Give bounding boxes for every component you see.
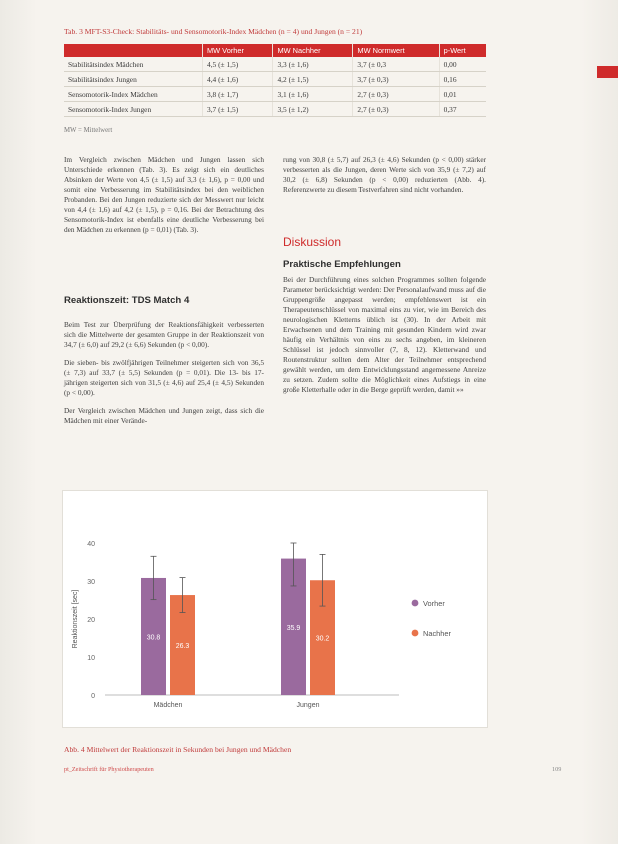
legend-marker [412, 630, 419, 637]
y-axis-label: Reaktionszeit [sec] [72, 589, 79, 649]
paragraph: Bei der Durchführung eines solchen Programmes sollten folgende Parameter berücksichtigt werden: Der Personalaufwand muss auf die Gruppengröße angepasst werden; empfehlenswert ist ein Therapeutenschlüssel von maximal eins zu vier, wie im Bereich des neurologischen Kletterns üblich ist (30). In der Arbeit mit Erwachsenen und dem Training mit gesunden Kindern wird zwar häufig ein Verhältnis von eins zu sechs angeben, im kleineren Schlüssel ist jedoch sinnvoller (7, 8, 12). Kletterwand und Routenstruktur sollten dem Alter der Teilnehmer entsprechend gewählt werden, um dem Entwicklungsstand angemessene Anreize zu setzen. Zudem sollte die Möglichkeit eines Aufstiegs in eine große Kletterhalle oder in die Berge geprüft werden, damit »» [283, 275, 486, 394]
paragraph: Im Vergleich zwischen Mädchen und Jungen lassen sich Unterschiede erkennen (Tab. 3). Es zeigt sich ein deutliches Absinken der Werte von 4,5 (± 1,5) auf 3,3 (± 1,6), p = 0,00 und somit eine Verbesserung im Stabilitätsindex bei den weiblichen Probanden. Bei den Jungen reduzierte sich der Messwert nur leicht von 4,4 (± 1,6) auf 4,2 (± 1,5), p = 0,16. Bei der Betrachtung des Sensomotorik-Index ist ebenfalls eine deutliche Verbesserung bei den Mädchen zu erkennen (p = 0,01) (Tab. 3). [64, 155, 264, 234]
table-header-cell: MW Vorher [203, 44, 273, 57]
text-column-right-lower [283, 275, 486, 403]
y-tick-label: 40 [87, 541, 95, 548]
table-note: MW = Mittelwert [64, 127, 113, 134]
legend-label: Vorher [423, 599, 445, 608]
table-cell: 0,01 [439, 87, 486, 102]
legend-label: Nachher [423, 629, 451, 638]
figure-caption: Abb. 4 Mittelwert der Reaktionszeit in Sekunden bei Jungen und Mädchen [64, 745, 292, 754]
data-label: 26.3 [175, 643, 190, 651]
y-tick-label: 30 [87, 579, 95, 586]
x-tick-label: Mädchen [153, 702, 183, 709]
chart-svg [63, 491, 487, 727]
y-tick-label: 10 [87, 655, 95, 662]
text-column-left [64, 155, 264, 243]
table-cell: Stabilitätsindex Mädchen [64, 57, 203, 72]
table-header-cell: p-Wert [439, 44, 486, 57]
section-heading-diskussion: Diskussion [283, 235, 342, 249]
paragraph: Beim Test zur Überprüfung der Reaktionsfähigkeit verbesserten sich die Mittelwerte der gesamten Gruppe in der Reaktionszeit von 34,7 (± 6,0) auf 29,2 (± 6,6) Sekunden (p < 0,00). [64, 320, 264, 349]
table-cell: 3,8 (± 1,7) [203, 87, 273, 102]
table-header-cell: MW Normwert [353, 44, 439, 57]
table-row [64, 57, 486, 72]
text-column-right [283, 155, 486, 203]
table-caption: Tab. 3 MFT-S3-Check: Stabilitäts- und Sensomotorik-Index Mädchen (n = 4) und Jungen (n = 21) [64, 27, 363, 36]
paragraph: Der Vergleich zwischen Mädchen und Jungen zeigt, dass sich die Mädchen mit einer Verände- [64, 406, 264, 425]
page-number: 109 [552, 766, 562, 773]
table-cell: 3,7 (± 0,3 [353, 57, 439, 72]
journal-footer: pt_Zeitschrift für Physiotherapeuten [64, 766, 154, 773]
table-row [64, 72, 486, 87]
y-tick-label: 0 [91, 693, 95, 700]
y-tick-label: 20 [87, 617, 95, 624]
bar-chart [62, 490, 488, 728]
data-label: 30.8 [146, 634, 161, 642]
table-cell: 0,16 [439, 72, 486, 87]
table-cell: 2,7 (± 0,3) [353, 102, 439, 117]
table-cell: 2,7 (± 0,3) [353, 87, 439, 102]
text-column-left-lower [64, 320, 264, 434]
table-cell: 3,1 (± 1,6) [273, 87, 353, 102]
table-cell: Sensomotorik-Index Jungen [64, 102, 203, 117]
page-edge-marker [597, 66, 618, 78]
paragraph: rung von 30,8 (± 5,7) auf 26,3 (± 4,6) Sekunden (p < 0,00) stärker verbesserten als die Jungen, deren Werte sich von 35,9 (± 7,2) auf 30,2 (± 6,8) Sekunden (p < 0,00) reduzierten (Abb. 4). Referenzwerte zu diesem Testverfahren sind nicht vorhanden. [283, 155, 486, 194]
legend-marker [412, 600, 419, 607]
table-cell: 0,00 [439, 57, 486, 72]
table-header-cell [64, 44, 203, 57]
section-heading-reaktionszeit: Reaktionszeit: TDS Match 4 [64, 295, 190, 306]
table-row [64, 87, 486, 102]
table-cell: 3,7 (± 0,3) [353, 72, 439, 87]
table-cell: 3,7 (± 1,5) [203, 102, 273, 117]
data-label: 35.9 [286, 624, 301, 632]
table-cell: 3,5 (± 1,2) [273, 102, 353, 117]
table-cell: Sensomotorik-Index Mädchen [64, 87, 203, 102]
data-label: 30.2 [315, 635, 330, 643]
table-header-cell: MW Nachher [273, 44, 353, 57]
x-tick-label: Jungen [296, 702, 320, 709]
table-cell: 4,5 (± 1,5) [203, 57, 273, 72]
section-heading-empfehlungen: Praktische Empfehlungen [283, 259, 401, 270]
table-cell: 4,4 (± 1,6) [203, 72, 273, 87]
paragraph: Die sieben- bis zwölfjährigen Teilnehmer steigerten sich von 36,5 (± 7,3) auf 33,7 (± 5,5) Sekunden (p = 0,01). Die 13- bis 17-jährigen steigerten sich von 31,5 (± 4,6) auf 25,4 (± 4,5) Sekunden (p < 0,00). [64, 358, 264, 397]
table-cell: 4,2 (± 1,5) [273, 72, 353, 87]
table-row [64, 102, 486, 117]
table-header-row [64, 44, 486, 57]
table-cell: 0,37 [439, 102, 486, 117]
results-table [64, 44, 486, 117]
table-cell: 3,3 (± 1,6) [273, 57, 353, 72]
table-cell: Stabilitätsindex Jungen [64, 72, 203, 87]
